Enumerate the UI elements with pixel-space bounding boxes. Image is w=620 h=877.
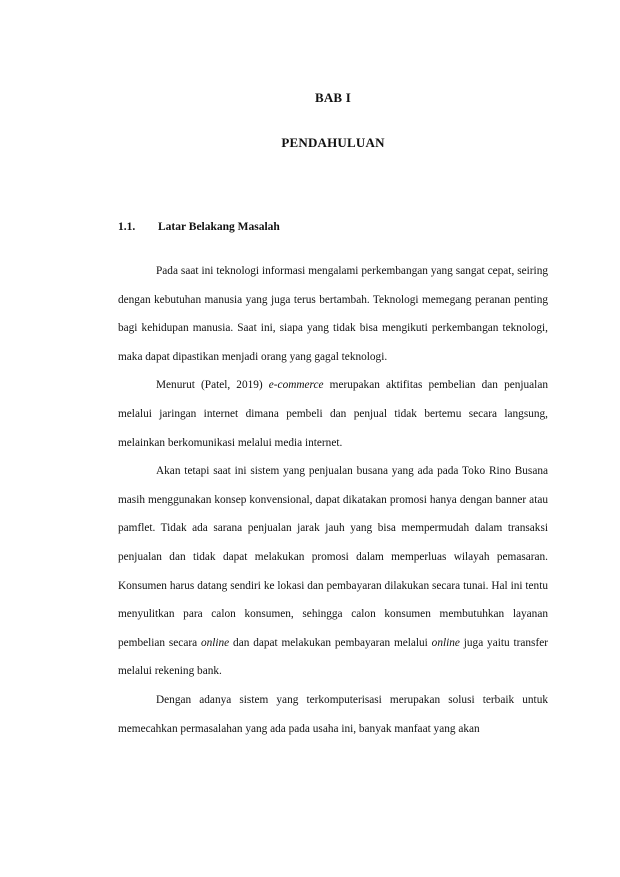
section-number: 1.1.: [118, 221, 136, 233]
section-heading: [118, 221, 280, 233]
paragraph-2-text-end: merupakan aktifitas pembelian dan penjualan melalui jaringan internet dimana pembeli dan penjual tidak bertemu secara langsung, melainkan berkomunikasi melalui media internet.: [118, 379, 548, 449]
paragraph-3-italic-term-2: online: [431, 636, 460, 649]
body-text: [118, 257, 548, 743]
chapter-title: PENDAHULUAN: [281, 135, 385, 150]
paragraph-2-text-start: Menurut (Patel, 2019): [156, 379, 269, 392]
chapter-number: BAB I: [314, 90, 352, 105]
paragraph-3-text-start: Akan tetapi saat ini sistem yang penjualan busana yang ada pada Toko Rino Busana masih menggunakan konsep konvensional, dapat dikatakan promosi hanya dengan banner atau pamflet. Tidak ada sarana penjualan jarak jauh yang bisa mempermudah dalam transaksi penjualan dan tidak dapat melakukan promosi dalam memperluas wilayah pemasaran. Konsumen harus datang sendiri ke lokasi dan pembayaran dilakukan secara tunai. Hal ini tentu menyulitkan para calon konsumen, sehingga calon konsumen membutuhkan layanan pembelian secara: [118, 465, 548, 649]
paragraph-2-italic-term: e-commerce: [268, 379, 324, 392]
paragraph-4: Dengan adanya sistem yang terkomputerisasi merupakan solusi terbaik untuk memecahkan permasalahan yang ada pada usaha ini, banyak manfaat yang akan: [118, 693, 548, 735]
paragraph-3-text-end: juga yaitu transfer melalui rekening bank.: [118, 636, 548, 678]
paragraph-3-text-middle: dan dapat melakukan pembayaran melalui: [229, 636, 432, 649]
paragraph-1: Pada saat ini teknologi informasi mengalami perkembangan yang sangat cepat, seiring dengan kebutuhan manusia yang juga terus bertambah. Teknologi memegang peranan penting bagi kehidupan manusia. Saat ini, siapa yang tidak bisa mengikuti perkembangan teknologi, maka dapat dipastikan menjadi orang yang gagal teknologi.: [118, 265, 548, 363]
paragraph-2: [118, 371, 548, 457]
section-title: Latar Belakang Masalah: [158, 221, 280, 233]
paragraph-3-italic-term-1: online: [200, 636, 230, 649]
paragraph-3: [118, 457, 548, 686]
